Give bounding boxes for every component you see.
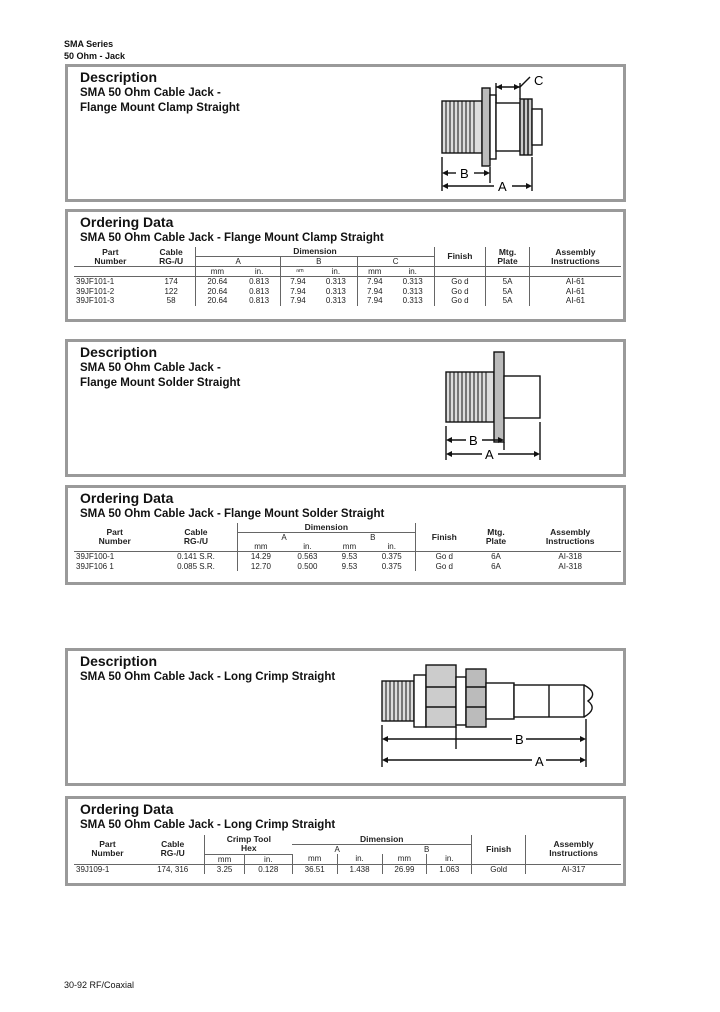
col-part: Part Number: [74, 247, 147, 267]
series-subheading: 50 Ohm - Jack: [64, 51, 126, 61]
col-finish: Finish: [472, 835, 526, 864]
col-dim-a: A: [196, 257, 280, 267]
col-finish: Finish: [434, 247, 486, 267]
col-dim-b: B: [382, 845, 472, 855]
table-row: 39JF101-3 58 20.64 0.813 7.94 0.313 7.94 0.313 Go d 5A AI-61: [74, 296, 621, 306]
col-crimp: Crimp Tool Hex: [205, 835, 292, 854]
dim-label-b: B: [515, 732, 524, 747]
dim-label-b: B: [469, 433, 478, 448]
table-row: 39JF101-1 174 20.64 0.813 7.94 0.313 7.94 0.313 Go d 5A AI-61: [74, 277, 621, 287]
col-dim-b: B: [280, 257, 357, 267]
col-dimension: Dimension: [237, 523, 416, 533]
table-row: 39JF106 1 0.085 S.R. 12.70 0.500 9.53 0.375 Go d 6A AI-318: [76, 561, 582, 571]
long-crimp-diagram: [374, 659, 609, 779]
ordering-subtitle: SMA 50 Ohm Cable Jack - Long Crimp Straight: [80, 819, 336, 831]
col-dim-b: B: [331, 533, 416, 543]
ordering-title: Ordering Data: [80, 801, 174, 817]
description-line-1: SMA 50 Ohm Cable Jack -: [80, 362, 221, 374]
dim-label-a: A: [485, 447, 494, 462]
col-dimension: Dimension: [360, 834, 404, 844]
ordering-subtitle: SMA 50 Ohm Cable Jack - Flange Mount Solder Straight: [80, 508, 385, 520]
table-row: 39JF101-2 122 20.64 0.813 7.94 0.313 7.94 0.313 Go d 5A AI-61: [74, 287, 621, 297]
description-box-1: [65, 64, 626, 202]
ordering-box-3: [65, 796, 626, 886]
ordering-box-1: [65, 209, 626, 322]
table-row: 39JF100-1 0.141 S.R. 14.29 0.563 9.53 0.375 Go d 6A AI-318: [76, 552, 582, 561]
col-cable: Cable RG-/U: [147, 247, 196, 267]
col-assembly: Assembly Instructions: [529, 247, 621, 267]
ordering-table-3: Part Number Cable RG-/U Crimp Tool Hex Dimension Finish Assembly Instructions A B mm in. mm in. mm in. 39J109-1 174, 316 3.25 0.128 36.51 1.438 26.99 1.063 Gold AI-317: [74, 835, 621, 874]
description-line-1: SMA 50 Ohm Cable Jack -: [80, 87, 221, 99]
description-title: Description: [80, 344, 158, 360]
col-dimension: Dimension: [196, 247, 434, 257]
page-footer: 30-92 RF/Coaxial: [64, 980, 135, 990]
col-dim-c: C: [357, 257, 434, 267]
col-finish: Finish: [416, 523, 473, 552]
description-box-2: [65, 339, 626, 477]
col-dim-a: A: [237, 533, 331, 543]
ordering-title: Ordering Data: [80, 214, 174, 230]
description-box-3: [65, 648, 626, 786]
dim-label-a: A: [535, 754, 544, 769]
description-title: Description: [80, 69, 158, 85]
col-assembly: Assembly Instructions: [519, 523, 621, 552]
ordering-table-1: Part Number Cable RG-/U Dimension Finish Mtg. Plate Assembly Instructions A B C mm in. ⁿᵐ in. mm in. 39JF101-1 174 20.64 0.813 7.94 0.313 7.94 0.313 Go d 5A AI-61 39JF101-2 122 20.64 0.813 7.94 0.313 7.94 0.313 Go d 5A AI-61 39JF101-3 58 20.64 0.813 7.94 0.313 7.94 0.313 Go d 5A AI-61: [74, 247, 621, 306]
ordering-table-2: Part Number Cable RG-/U Dimension Finish Mtg. Plate Assembly Instructions A B mm in. mm in. 39JF100-1 0.141 S.R. 14.29 0.563 9.53 0.375 Go d 6A AI-318 39JF106 1 0.085 S.R. 12.70 0.500 9.53 0.375 Go d 6A AI-318: [74, 523, 621, 571]
description-title: Description: [80, 653, 158, 669]
dim-label-a: A: [498, 179, 507, 194]
col-cable: Cable RG-/U: [155, 523, 237, 552]
ordering-subtitle: SMA 50 Ohm Cable Jack - Flange Mount Clamp Straight: [80, 232, 384, 244]
clamp-jack-diagram: [434, 73, 614, 198]
col-part: Part Number: [74, 523, 155, 552]
col-cable: Cable RG-/U: [141, 835, 205, 864]
description-line-2: Flange Mount Solder Straight: [80, 377, 241, 389]
col-mtg: Mtg. Plate: [473, 523, 520, 552]
col-part: Part Number: [74, 835, 141, 864]
col-assembly: Assembly Instructions: [526, 835, 621, 864]
dim-label-b: B: [460, 166, 469, 181]
ordering-title: Ordering Data: [80, 490, 174, 506]
description-line-1: SMA 50 Ohm Cable Jack - Long Crimp Straight: [80, 671, 336, 683]
table-row: 39J109-1 174, 316 3.25 0.128 36.51 1.438 26.99 1.063 Gold AI-317: [74, 864, 621, 874]
description-line-2: Flange Mount Clamp Straight: [80, 102, 240, 114]
dim-label-c: C: [534, 73, 544, 88]
col-dim-a: A: [292, 845, 382, 855]
col-mtg: Mtg. Plate: [486, 247, 530, 267]
solder-jack-diagram: [438, 350, 588, 470]
ordering-box-2: [65, 485, 626, 585]
series-heading: SMA Series: [64, 39, 114, 49]
